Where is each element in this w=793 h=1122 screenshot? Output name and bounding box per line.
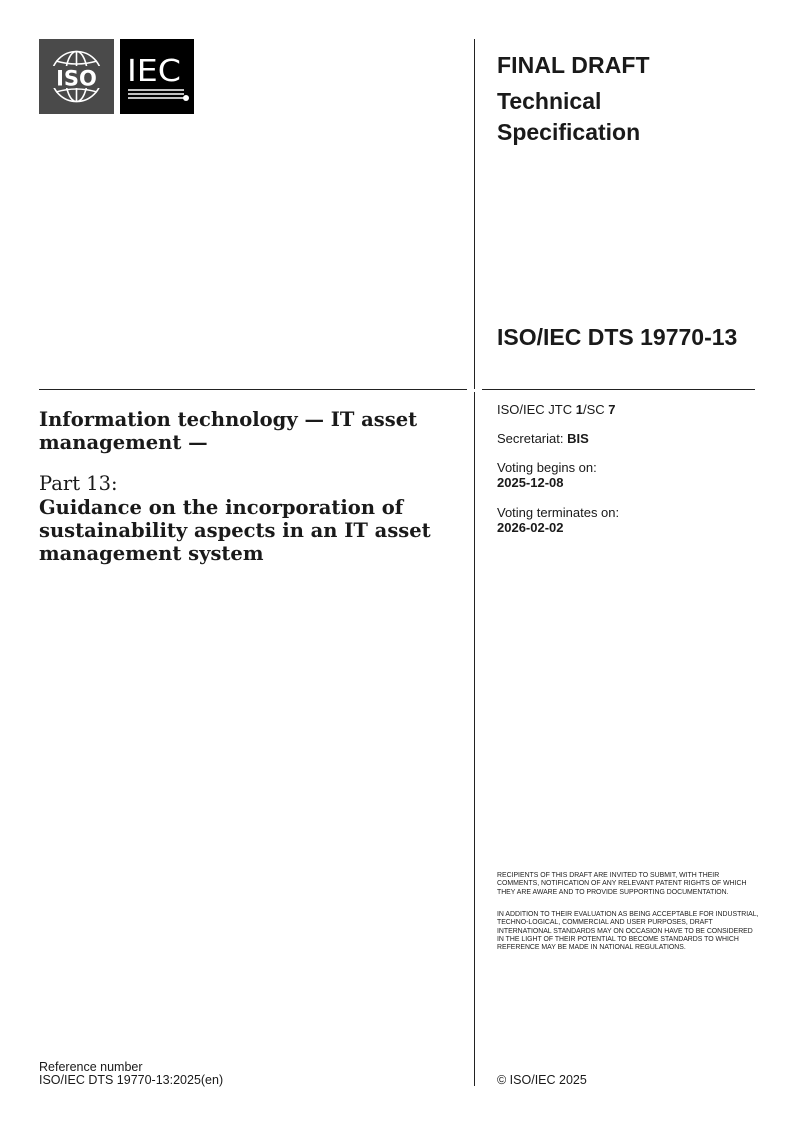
committee-jtc-number: 1 — [575, 402, 583, 417]
voting-terminates-label: Voting terminates on: — [497, 505, 620, 520]
secretariat-label: Secretariat: — [497, 431, 568, 446]
document-number: ISO/IEC DTS 19770-13 — [497, 324, 738, 350]
vertical-divider-bottom — [474, 392, 475, 1086]
iec-logo — [120, 39, 194, 114]
committee-sc-number: 7 — [608, 402, 616, 417]
voting-begins-label: Voting begins on: — [497, 460, 597, 475]
vertical-divider-top — [474, 39, 475, 389]
reference-number-label: Reference number — [39, 1060, 143, 1074]
iso-logo-text: ISO — [56, 66, 97, 91]
committee-prefix: ISO/IEC JTC — [497, 402, 576, 417]
committee-reference — [497, 402, 616, 417]
iso-logo-graphic — [39, 39, 114, 114]
document-title-main: Information technology — IT asset management — — [39, 408, 418, 454]
document-type: Technical Specification — [497, 88, 641, 145]
document-title-part: Part 13: — [39, 472, 118, 495]
horizontal-divider-right — [482, 389, 755, 390]
horizontal-divider-left — [39, 389, 467, 390]
document-title-subtitle: Guidance on the incorporation of sustainability aspects in an IT asset management system — [39, 496, 431, 565]
secretariat — [497, 431, 589, 446]
evaluation-notice: IN ADDITION TO THEIR EVALUATION AS BEING ACCEPTABLE FOR INDUSTRIAL, TECHNO-LOGICAL, COMMERCIAL AND USER PURPOSES, DRAFT INTERNATIONAL STANDARDS MAY ON OCCASION HAVE TO BE CONSIDERED IN THE LIGHT OF THEIR POTENTIAL TO BECOME STANDARDS TO WHICH REFERENCE MAY BE MADE IN NATIONAL REGULATIONS. — [497, 911, 759, 952]
secretariat-value: BIS — [567, 431, 589, 446]
committee-sc-prefix: /SC — [582, 402, 609, 417]
patent-rights-notice: RECIPIENTS OF THIS DRAFT ARE INVITED TO SUBMIT, WITH THEIR COMMENTS, NOTIFICATION OF ANY RELEVANT PATENT RIGHTS OF WHICH THEY ARE AWARE AND TO PROVIDE SUPPORTING DOCUMENTATION. — [497, 872, 747, 896]
document-status: FINAL DRAFT — [497, 52, 650, 78]
iso-logo — [39, 39, 114, 114]
iec-logo-graphic — [120, 39, 194, 114]
voting-begins-date: 2025-12-08 — [497, 475, 564, 490]
reference-number-value: ISO/IEC DTS 19770-13:2025(en) — [39, 1073, 224, 1087]
voting-terminates-date: 2026-02-02 — [497, 520, 564, 535]
iec-logo-text: IEC — [127, 54, 181, 89]
copyright-notice: © ISO/IEC 2025 — [497, 1073, 587, 1087]
